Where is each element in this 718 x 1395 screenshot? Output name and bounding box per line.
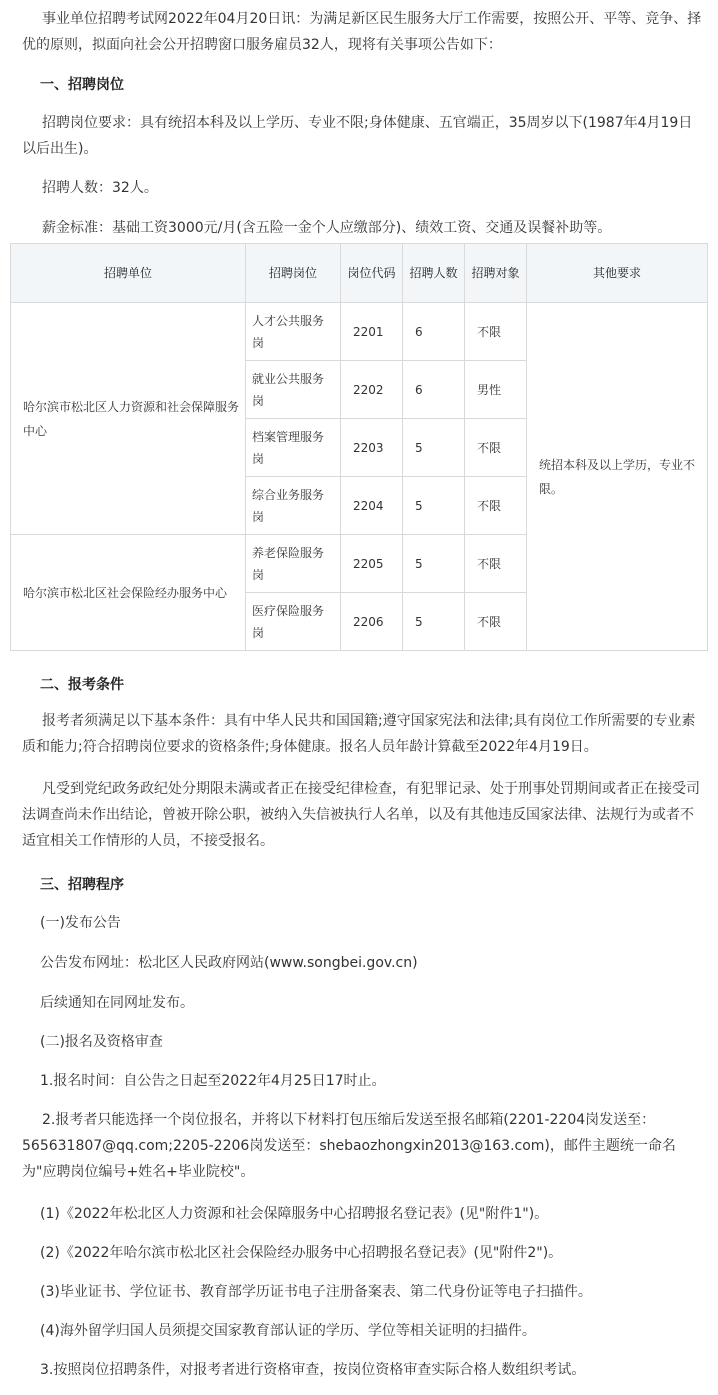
header-count: 招聘人数 <box>403 244 465 303</box>
table-header-row <box>11 244 708 303</box>
count-cell: 6 <box>403 361 465 419</box>
post-cell: 就业公共服务岗 <box>246 361 341 419</box>
count-cell: 5 <box>403 477 465 535</box>
announcement-site: 公告发布网址：松北区人民政府网站(www.songbei.gov.cn) <box>40 955 418 971</box>
target-cell: 不限 <box>465 477 527 535</box>
code-cell: 2204 <box>341 477 403 535</box>
material-item-1: (1)《2022年松北区人力资源和社会保障服务中心招聘报名登记表》(见"附件1")。 <box>40 1206 549 1222</box>
post-cell: 综合业务服务岗 <box>246 477 341 535</box>
unit-cell: 哈尔滨市松北区人力资源和社会保障服务中心 <box>11 303 246 535</box>
code-cell: 2201 <box>341 303 403 361</box>
count-cell: 6 <box>403 303 465 361</box>
section-heading-procedure: 三、招聘程序 <box>40 877 124 893</box>
code-cell: 2206 <box>341 593 403 651</box>
material-item-3: (3)毕业证书、学位证书、教育部学历证书电子注册备案表、第二代身份证等电子扫描件。 <box>40 1284 592 1300</box>
other-requirements-cell: 统招本科及以上学历，专业不限。 <box>527 303 708 651</box>
follow-up-notice: 后续通知在同网址发布。 <box>40 995 194 1011</box>
salary-standard: 薪金标准：基础工资3000元/月(含五险一金个人应缴部分)、绩效工资、交通及误餐补助等。 <box>42 220 612 236</box>
table-row <box>11 303 708 361</box>
position-requirements: 招聘岗位要求：具有统招本科及以上学历、专业不限;身体健康、五官端正，35周岁以下(1987年4月19日以后出生)。 <box>22 115 693 157</box>
recruit-count: 招聘人数：32人。 <box>42 180 158 196</box>
post-cell: 人才公共服务岗 <box>246 303 341 361</box>
intro-paragraph: 事业单位招聘考试网2022年04月20日讯：为满足新区民生服务大厅工作需要，按照公开、平等、竞争、择优的原则，拟面向社会公开招聘窗口服务雇员32人，现将有关事项公告如下： <box>22 11 702 53</box>
section-heading-positions: 一、招聘岗位 <box>40 77 124 93</box>
target-cell: 不限 <box>465 303 527 361</box>
post-cell: 养老保险服务岗 <box>246 535 341 593</box>
header-target: 招聘对象 <box>465 244 527 303</box>
registration-time: 1.报名时间：自公告之日起至2022年4月25日17时止。 <box>40 1073 386 1089</box>
code-cell: 2205 <box>341 535 403 593</box>
post-cell: 档案管理服务岗 <box>246 419 341 477</box>
count-cell: 5 <box>403 593 465 651</box>
target-cell: 不限 <box>465 535 527 593</box>
unit-cell: 哈尔滨市松北区社会保险经办服务中心 <box>11 535 246 651</box>
count-cell: 5 <box>403 419 465 477</box>
positions-table <box>10 243 708 651</box>
target-cell: 不限 <box>465 593 527 651</box>
code-cell: 2202 <box>341 361 403 419</box>
material-item-4: (4)海外留学归国人员须提交国家教育部认证的学历、学位等相关证明的扫描件。 <box>40 1323 536 1339</box>
header-other: 其他要求 <box>527 244 708 303</box>
section-heading-conditions: 二、报考条件 <box>40 677 124 693</box>
code-cell: 2203 <box>341 419 403 477</box>
conditions-exclusions: 凡受到党纪政务政纪处分期限未满或者正在接受纪律检查，有犯罪记录、处于刑事处罚期间或者正在接受司法调查尚未作出结论，曾被开除公职，被纳入失信被执行人名单，以及有其他违反国家法律、法规行为或者不适宜相关工作情形的人员，不接受报名。 <box>22 781 700 849</box>
qualification-review: 3.按照岗位招聘条件，对报考者进行资格审查，按岗位资格审查实际合格人数组织考试。 <box>40 1362 586 1378</box>
header-code: 岗位代码 <box>341 244 403 303</box>
count-cell: 5 <box>403 535 465 593</box>
target-cell: 男性 <box>465 361 527 419</box>
material-item-2: (2)《2022年哈尔滨市松北区社会保险经办服务中心招聘报名登记表》(见"附件2")。 <box>40 1245 563 1261</box>
registration-materials: 2.报考者只能选择一个岗位报名，并将以下材料打包压缩后发送至报名邮箱(2201-2204岗发送至：565631807@qq.com;2205-2206岗发送至：shebaozhongxin2013@163.com)，邮件主题统一命名为"应聘岗位编号+姓名+毕业院校"。 <box>22 1112 676 1180</box>
subsection-registration: (二)报名及资格审查 <box>40 1034 163 1050</box>
header-post: 招聘岗位 <box>246 244 341 303</box>
conditions-basic: 报考者须满足以下基本条件：具有中华人民共和国国籍;遵守国家宪法和法律;具有岗位工作所需要的专业素质和能力;符合招聘岗位要求的资格条件;身体健康。报名人员年龄计算截至2022年4月19日。 <box>22 713 696 755</box>
post-cell: 医疗保险服务岗 <box>246 593 341 651</box>
header-unit: 招聘单位 <box>11 244 246 303</box>
target-cell: 不限 <box>465 419 527 477</box>
subsection-announcement: (一)发布公告 <box>40 915 121 931</box>
